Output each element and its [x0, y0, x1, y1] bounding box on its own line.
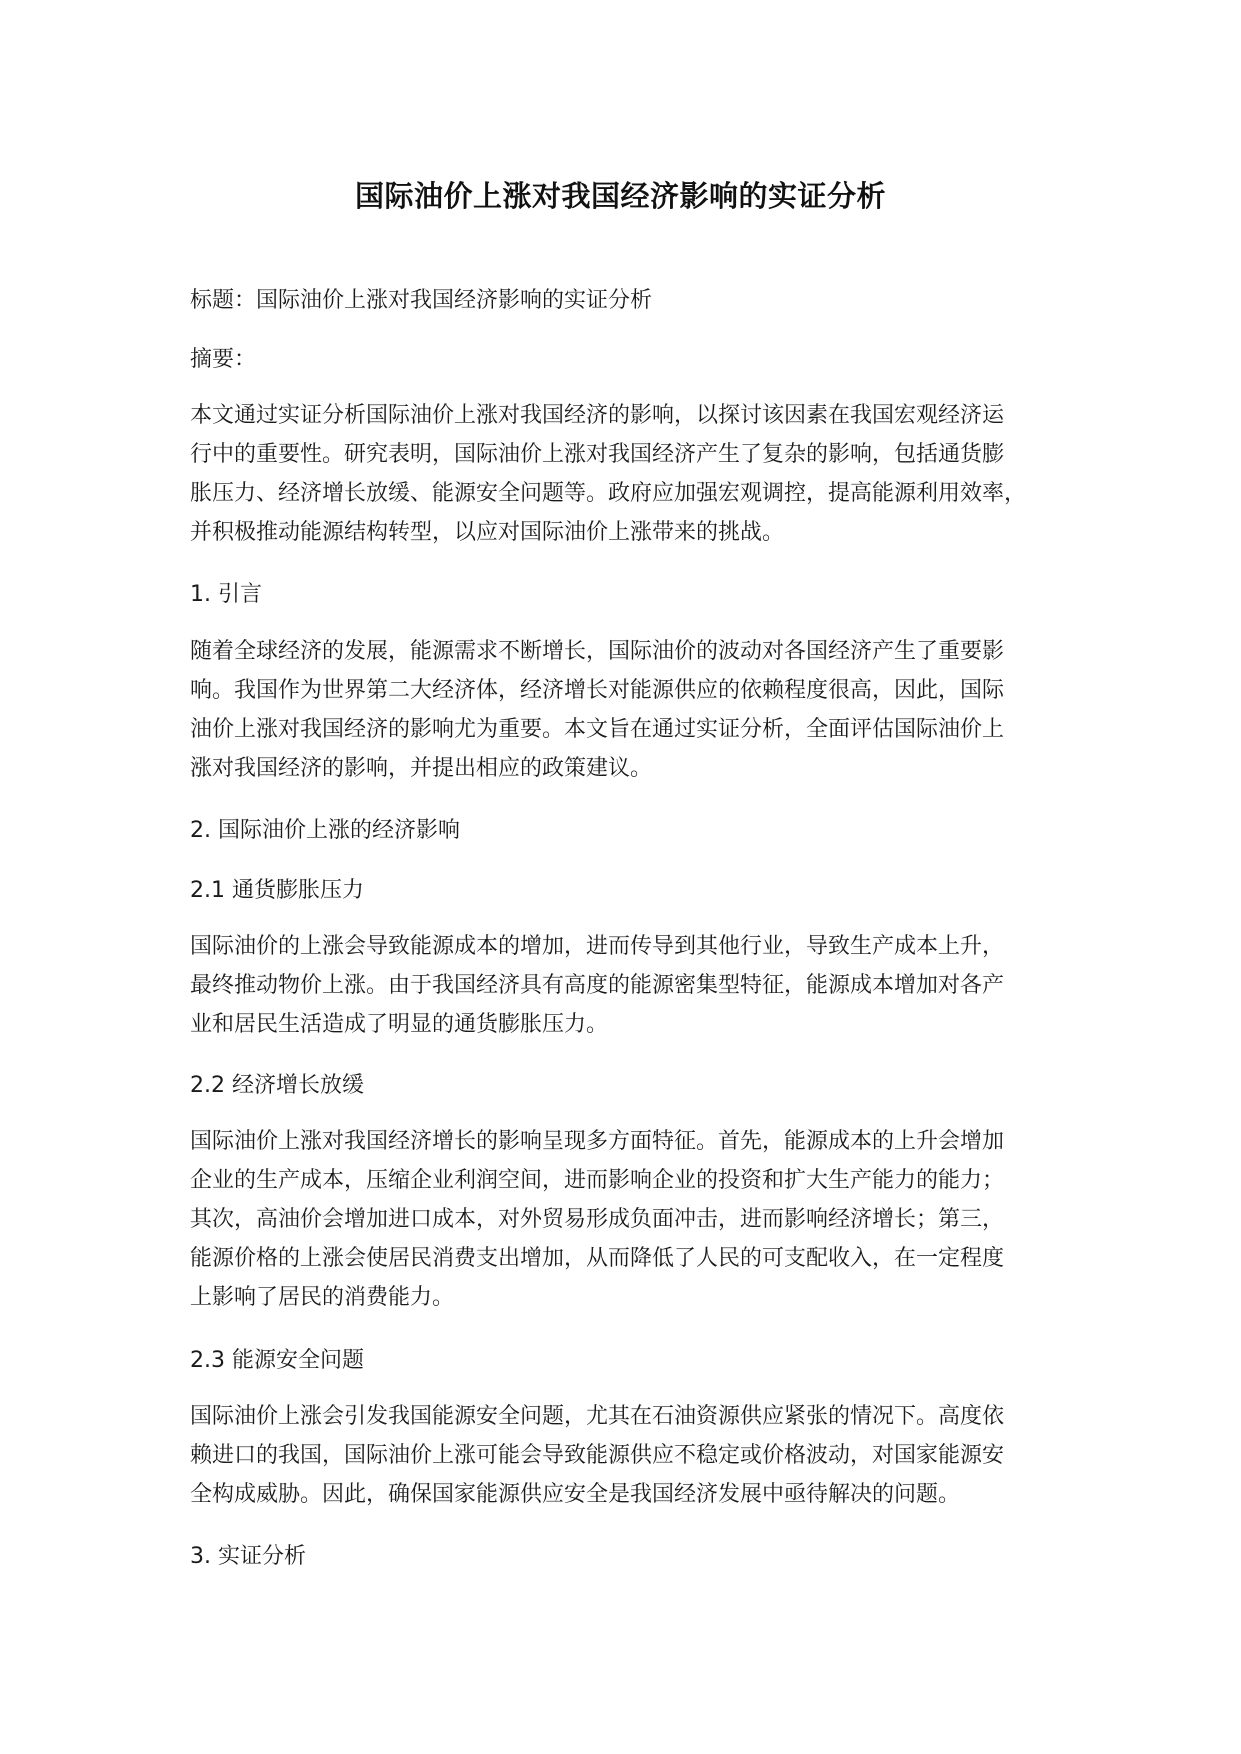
section-heading-2-3: 2.3 能源安全问题 [190, 1348, 364, 1373]
paragraph-line: 随着全球经济的发展，能源需求不断增长，国际油价的波动对各国经济产生了重要影 [190, 639, 1005, 664]
paragraph-line: 上影响了居民的消费能力。 [190, 1285, 455, 1310]
section-heading-intro: 1. 引言 [190, 582, 262, 607]
section-heading-3: 3. 实证分析 [190, 1544, 306, 1569]
section-heading-2-1: 2.1 通货膨胀压力 [190, 878, 364, 903]
abstract-paragraph [190, 396, 1070, 552]
paragraph-line: 其次，高油价会增加进口成本，对外贸易形成负面冲击，进而影响经济增长；第三， [190, 1207, 1005, 1232]
paragraph-line: 赖进口的我国，国际油价上涨可能会导致能源供应不稳定或价格波动，对国家能源安 [190, 1443, 1005, 1468]
section-2-3-paragraph [190, 1397, 1070, 1514]
paragraph-line: 全构成威胁。因此，确保国家能源供应安全是我国经济发展中亟待解决的问题。 [190, 1482, 961, 1507]
paragraph-line: 油价上涨对我国经济的影响尤为重要。本文旨在通过实证分析，全面评估国际油价上 [190, 717, 1005, 742]
paragraph-line: 本文通过实证分析国际油价上涨对我国经济的影响，以探讨该因素在我国宏观经济运 [190, 403, 1005, 428]
section-2-1-paragraph [190, 927, 1070, 1044]
paragraph-line: 涨对我国经济的影响，并提出相应的政策建议。 [190, 756, 653, 781]
section-2-2-paragraph [190, 1122, 1070, 1317]
section-heading-2-2: 2.2 经济增长放缓 [190, 1073, 364, 1098]
abstract-label: 摘要： [190, 347, 257, 372]
title-line: 标题：国际油价上涨对我国经济影响的实证分析 [190, 288, 653, 313]
section-heading-2: 2. 国际油价上涨的经济影响 [190, 818, 460, 843]
paragraph-line: 最终推动物价上涨。由于我国经济具有高度的能源密集型特征，能源成本增加对各产 [190, 973, 1005, 998]
document-title: 国际油价上涨对我国经济影响的实证分析 [354, 179, 886, 213]
paragraph-line: 国际油价上涨会引发我国能源安全问题，尤其在石油资源供应紧张的情况下。高度依 [190, 1404, 1005, 1429]
paragraph-line: 能源价格的上涨会使居民消费支出增加，从而降低了人民的可支配收入，在一定程度 [190, 1246, 1005, 1271]
paragraph-line: 国际油价上涨对我国经济增长的影响呈现多方面特征。首先，能源成本的上升会增加 [190, 1129, 1005, 1154]
paragraph-line: 企业的生产成本，压缩企业利润空间，进而影响企业的投资和扩大生产能力的能力； [190, 1168, 1005, 1193]
paragraph-line: 胀压力、经济增长放缓、能源安全问题等。政府应加强宏观调控，提高能源利用效率， [190, 481, 1027, 506]
paragraph-line: 业和居民生活造成了明显的通货膨胀压力。 [190, 1012, 609, 1037]
paragraph-line: 响。我国作为世界第二大经济体，经济增长对能源供应的依赖程度很高，因此，国际 [190, 678, 1005, 703]
paragraph-line: 国际油价的上涨会导致能源成本的增加，进而传导到其他行业，导致生产成本上升， [190, 934, 1005, 959]
paragraph-line: 行中的重要性。研究表明，国际油价上涨对我国经济产生了复杂的影响，包括通货膨 [190, 442, 1005, 467]
intro-paragraph [190, 632, 1070, 788]
paragraph-line: 并积极推动能源结构转型，以应对国际油价上涨带来的挑战。 [190, 520, 785, 545]
